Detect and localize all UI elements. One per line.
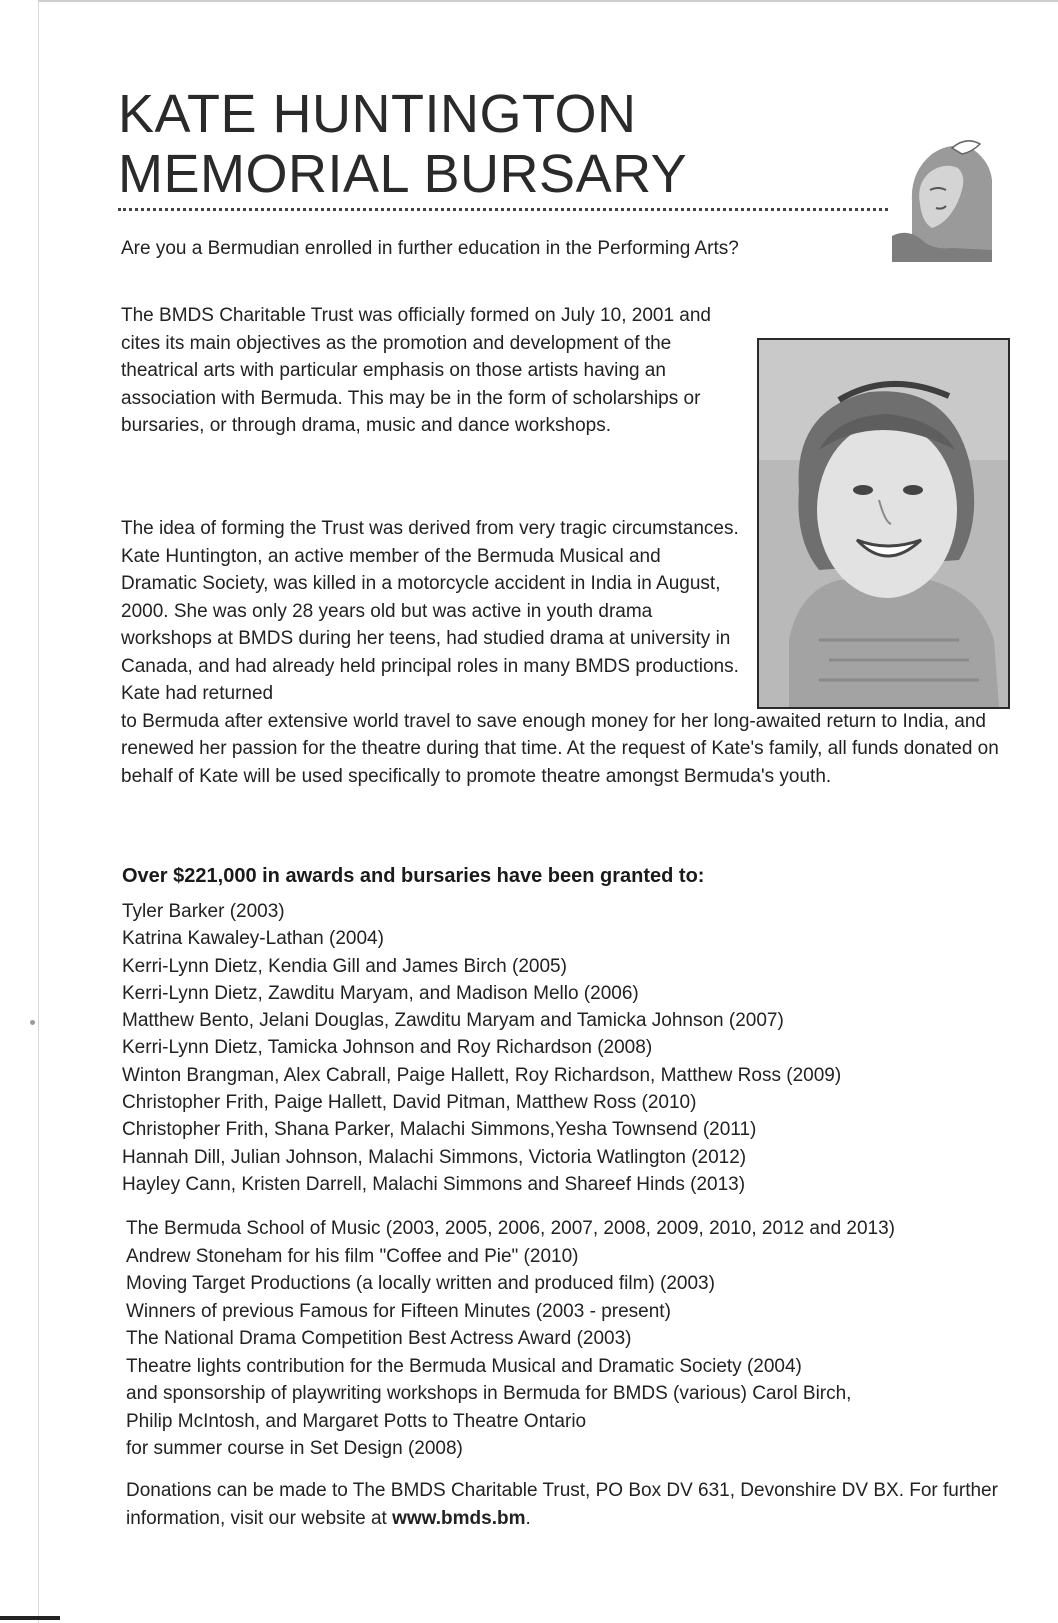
trust-formation-paragraph: The BMDS Charitable Trust was officially formed on July 10, 2001 and cites its main objectives as the promotion and development of the theatrical arts with particular emphasis on those artists having an association with Bermuda. This may be in the form of scholarships or bursaries, or through drama, music and dance workshops. (121, 305, 711, 436)
list-item: Katrina Kawaley-Lathan (2004) (122, 928, 384, 950)
list-item: Kerri-Lynn Dietz, Tamicka Johnson and Roy Richardson (2008) (122, 1037, 653, 1059)
list-item: for summer course in Set Design (2008) (126, 1438, 463, 1459)
trust-origin-paragraph-bottom: to Bermuda after extensive world travel to save enough money for her long-awaited return to India, and renewed her passion for the theatre during that time. At the request of Kate's family, all funds donated on behalf of Kate will be used specifically to promote theatre amongst Bermuda's youth. (121, 710, 999, 787)
page-edge-left (38, 0, 39, 1623)
trust-origin-paragraph (121, 515, 1001, 790)
trust-origin-paragraph-top: The idea of forming the Trust was derived from very tragic circumstances. Kate Huntington, an active member of the Bermuda Musical and Dramatic Society, was killed in a motorcycle accident in India in August, 2000. She was only 28 years old but was active in youth drama workshops at BMDS during her teens, had studied drama at university in Canada, and had already held principal roles in many BMDS productions. Kate had returned (121, 518, 739, 704)
list-item: Winners of previous Famous for Fifteen Minutes (2003 - present) (126, 1300, 671, 1322)
list-item: Winton Brangman, Alex Cabrall, Paige Hallett, Roy Richardson, Matthew Ross (2009) (122, 1064, 842, 1086)
list-item: Moving Target Productions (a locally written and produced film) (2003) (126, 1273, 715, 1294)
organisations-list (126, 1215, 1026, 1463)
list-item: Andrew Stoneham for his film "Coffee and Pie" (2010) (126, 1245, 579, 1267)
list-item: The Bermuda School of Music (2003, 2005, 2006, 2007, 2008, 2009, 2010, 2012 and 2013) (126, 1218, 896, 1239)
list-item: Christopher Frith, Paige Hallett, David Pitman, Matthew Ross (2010) (122, 1092, 697, 1114)
page-edge-top (38, 0, 1058, 2)
intro-question: Are you a Bermudian enrolled in further education in the Performing Arts? (121, 238, 739, 259)
donations-paragraph (126, 1477, 1026, 1533)
list-item: Tyler Barker (2003) (122, 901, 285, 922)
title-line-1: KATE HUNTINGTON (118, 84, 637, 144)
title-line-2: MEMORIAL BURSARY (118, 144, 688, 204)
list-item: Matthew Bento, Jelani Douglas, Zawditu Maryam and Tamicka Johnson (2007) (122, 1010, 784, 1032)
dotted-divider (118, 208, 888, 211)
list-item: Christopher Frith, Shana Parker, Malachi Simmons,Yesha Townsend (2011) (122, 1119, 757, 1141)
list-item: Kerri-Lynn Dietz, Kendia Gill and James Birch (2005) (122, 955, 567, 977)
recipients-list (122, 898, 841, 1198)
list-item: and sponsorship of playwriting workshops in Bermuda for BMDS (various) Carol Birch, (126, 1383, 852, 1404)
list-item: Kerri-Lynn Dietz, Zawditu Maryam, and Madison Mello (2006) (122, 982, 639, 1004)
scan-speck (30, 1020, 35, 1025)
website-link[interactable]: www.bmds.bm (392, 1508, 526, 1529)
list-item: Philip McIntosh, and Margaret Potts to Theatre Ontario (126, 1410, 587, 1432)
donations-end: . (525, 1508, 531, 1529)
list-item: The National Drama Competition Best Actress Award (2003) (126, 1328, 632, 1349)
awards-heading: Over $221,000 in awards and bursaries have been granted to: (122, 865, 705, 887)
list-item: Theatre lights contribution for the Bermuda Musical and Dramatic Society (2004) (126, 1355, 802, 1377)
list-item: Hannah Dill, Julian Johnson, Malachi Simmons, Victoria Watlington (2012) (122, 1146, 747, 1168)
scan-edge-mark (0, 1616, 60, 1620)
page-title (118, 84, 687, 204)
list-item: Hayley Cann, Kristen Darrell, Malachi Simmons and Shareef Hinds (2013) (122, 1173, 746, 1195)
woman-profile-illustration-icon (892, 132, 992, 262)
donations-text: Donations can be made to The BMDS Charitable Trust, PO Box DV 631, Devonshire DV BX. For further information, visit our website at (126, 1480, 998, 1529)
